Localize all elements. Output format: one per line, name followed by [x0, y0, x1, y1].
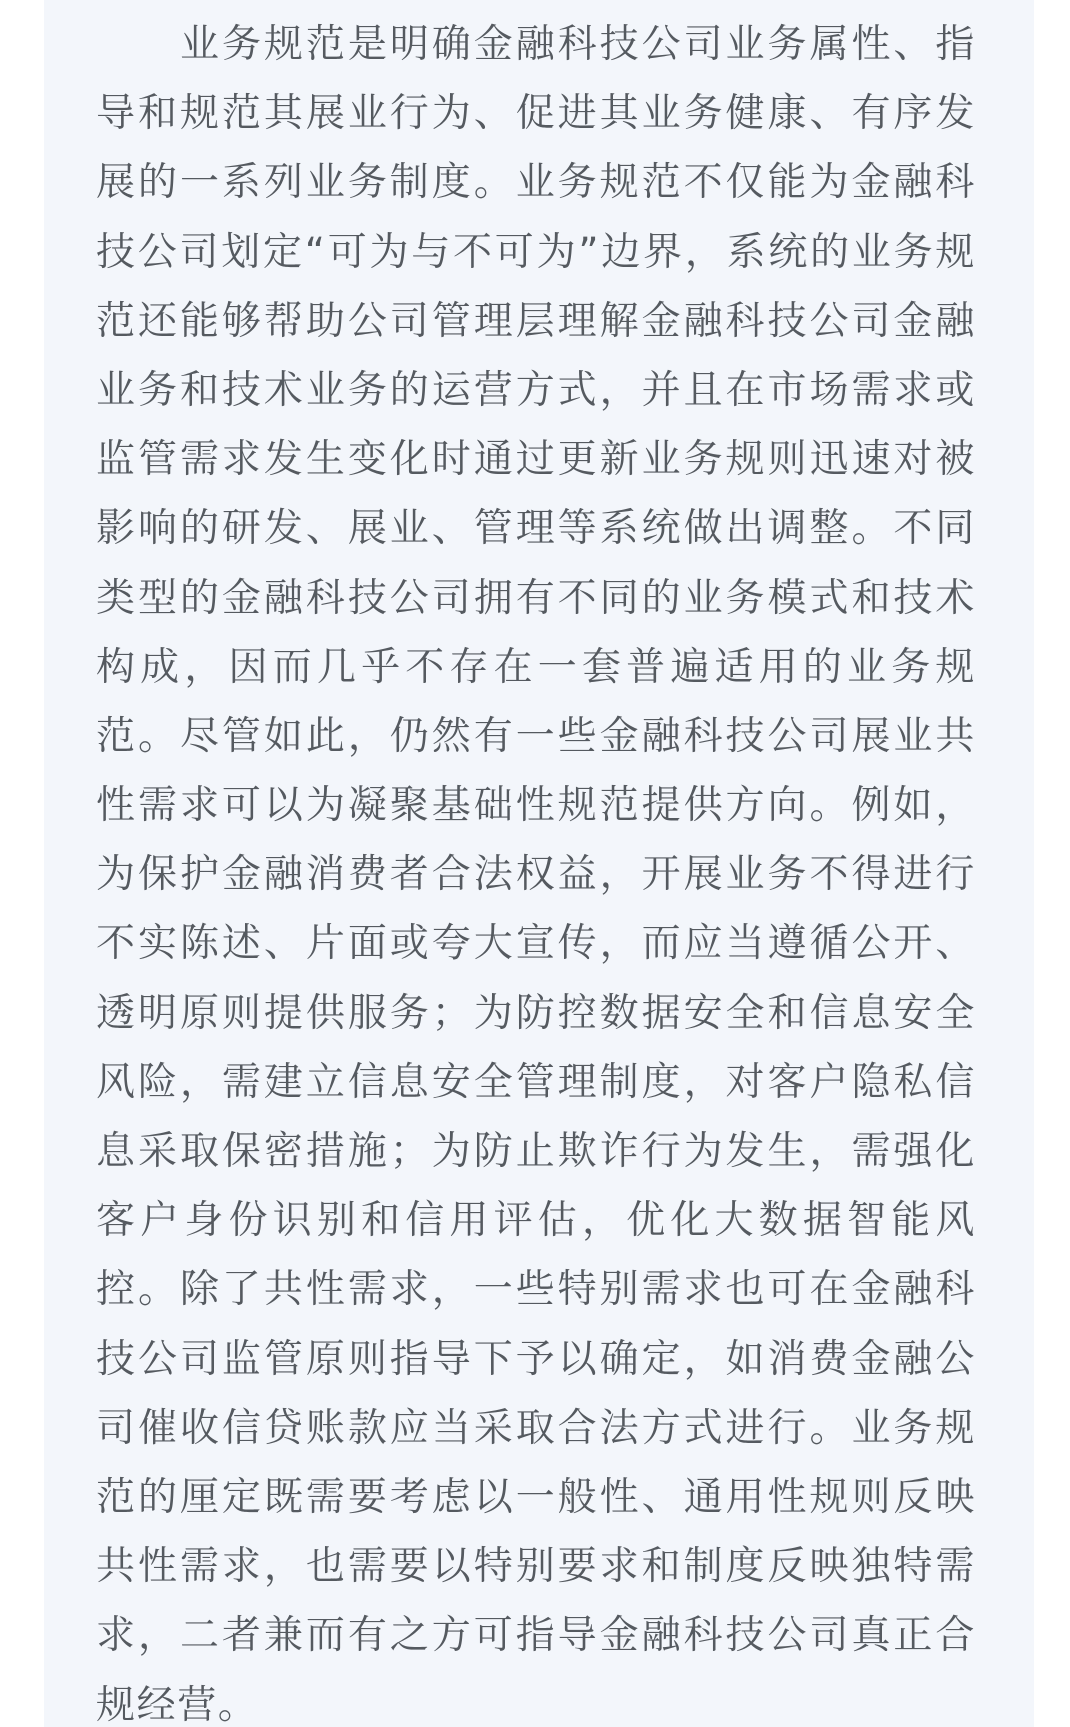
paragraph-line: 求，二者兼而有之方可指导金融科技公司真正合 [96, 1613, 976, 1659]
paragraph-line: 息采取保密措施；为防止欺诈行为发生，需强化 [96, 1129, 976, 1174]
paragraph-line: 展的一系列业务制度。业务规范不仅能为金融科 [96, 160, 976, 206]
paragraph-line: 范。尽管如此，仍然有一些金融科技公司展业共 [96, 713, 976, 759]
paragraph-line: 构成，因而几乎不存在一套普遍适用的业务规 [96, 644, 976, 690]
paragraph-line: 为保护金融消费者合法权益，开展业务不得进行 [96, 852, 976, 898]
paragraph-line: 业务规范是明确金融科技公司业务属性、指 [180, 22, 976, 67]
paragraph-line: 范的厘定既需要考虑以一般性、通用性规则反映 [96, 1474, 976, 1520]
paragraph-line: 性需求可以为凝聚基础性规范提供方向。例如， [96, 783, 976, 829]
paragraph-line: 影响的研发、展业、管理等系统做出调整。不同 [96, 506, 976, 552]
paragraph-line: 控。除了共性需求，一些特别需求也可在金融科 [96, 1267, 976, 1313]
paragraph-line: 导和规范其展业行为、促进其业务健康、有序发 [96, 91, 976, 137]
paragraph-line: 透明原则提供服务；为防控数据安全和信息安全 [96, 990, 976, 1036]
article-paragraph [96, 10, 976, 1727]
paragraph-line: 技公司划定“可为与不可为”边界，系统的业务规 [96, 229, 976, 275]
paragraph-line: 不实陈述、片面或夸大宣传，而应当遵循公开、 [96, 921, 976, 967]
paragraph-line: 范还能够帮助公司管理层理解金融科技公司金融 [96, 298, 976, 344]
paragraph-line: 共性需求，也需要以特别要求和制度反映独特需 [96, 1544, 976, 1590]
paragraph-line: 监管需求发生变化时通过更新业务规则迅速对被 [96, 437, 976, 483]
paragraph-line: 类型的金融科技公司拥有不同的业务模式和技术 [96, 575, 976, 621]
paragraph-line: 技公司监管原则指导下予以确定，如消费金融公 [96, 1336, 976, 1382]
paragraph-line: 风险，需建立信息安全管理制度，对客户隐私信 [96, 1059, 976, 1105]
paragraph-line: 业务和技术业务的运营方式，并且在市场需求或 [96, 367, 976, 413]
paragraph-line: 司催收信贷账款应当采取合法方式进行。业务规 [96, 1405, 976, 1451]
paragraph-line: 规经营。 [96, 1682, 259, 1727]
paragraph-line: 客户身份识别和信用评估，优化大数据智能风 [96, 1198, 976, 1244]
